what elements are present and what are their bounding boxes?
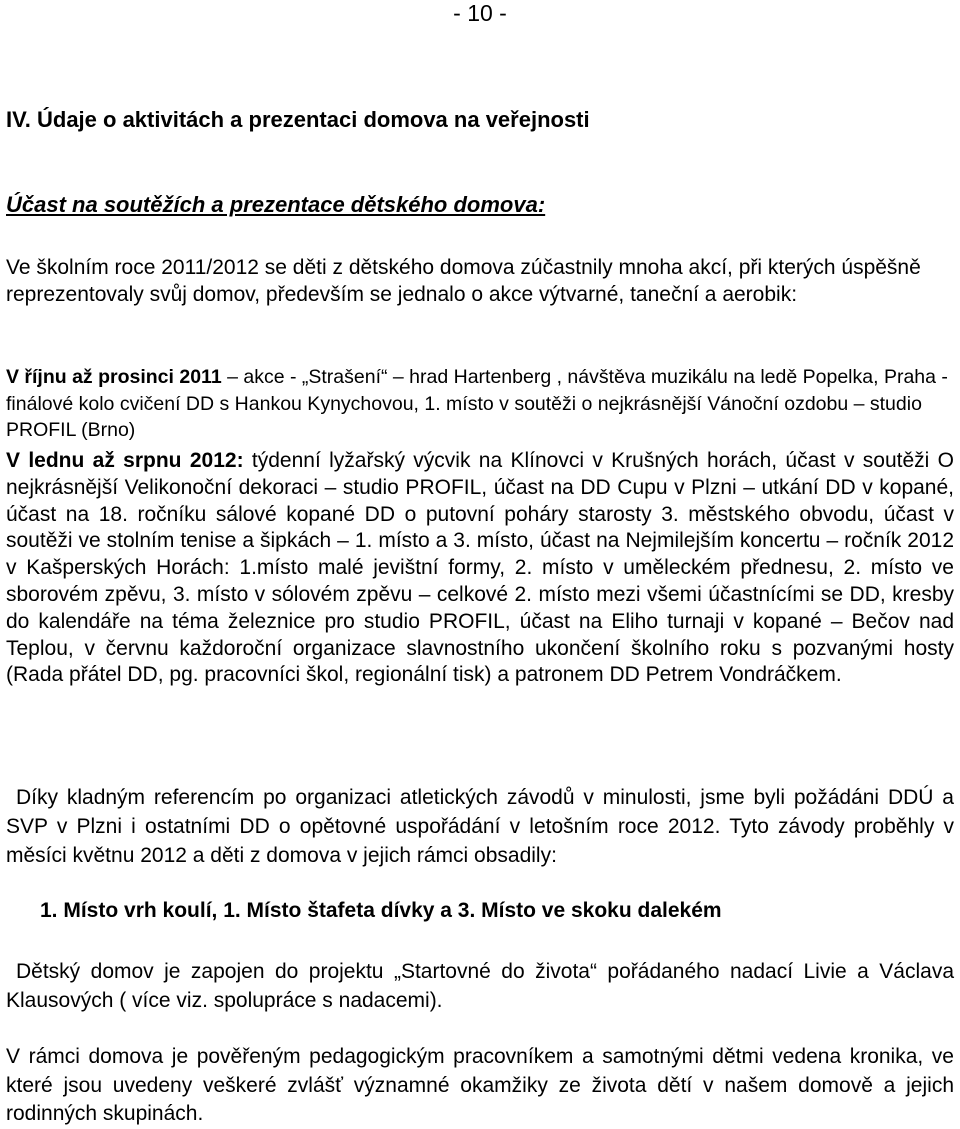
achievement-list: 1. Místo vrh koulí, 1. Místo štafeta dívky a 3. Místo ve skoku dalekém <box>40 899 722 922</box>
intro-paragraph: Ve školním roce 2011/2012 se děti z dětského domova zúčastnily mnoha akcí, při kterých úspěšně reprezentovaly svůj domov, především se jednalo o akce výtvarné, taneční a aerobik: <box>6 256 921 306</box>
period1-text: – akce - „Strašení“ – hrad Hartenberg , návštěva muzikálu na ledě Popelka, Praha - finálové kolo cvičení DD s Hankou Kynychovou, 1. místo v soutěži o nejkrásnější Vánoční ozdobu – studio PROFIL (Brno) <box>6 366 948 441</box>
period1-label: V říjnu až prosinci 2011 <box>6 366 222 388</box>
athletics-paragraph <box>6 784 954 870</box>
period2-paragraph <box>6 448 954 689</box>
period2-label: V lednu až srpnu 2012: <box>6 449 244 472</box>
page-number: - 10 - <box>453 0 507 26</box>
period2-text: týdenní lyžařský výcvik na Klínovci v Krušných horách, účast v soutěži O nejkrásnější Velikonoční dekoraci – studio PROFIL, účast na DD Cupu v Plzni – utkání DD v kopané, účast na 18. ročníku sálové kopané DD o putovní poháry starosty 3. městského obvodu, účast v soutěži ve stolním tenise a šipkách – 1. místo a 3. místo, účast na Nejmilejším koncertu – ročník 2012 v Kašperských Horách: 1.místo malé jevištní formy, 2. místo v uměleckém přednesu, 2. místo ve sborovém zpěvu, 3. místo v sólovém zpěvu – celkové 2. místo mezi všemi účastnícími se DD, kresby do kalendáře na téma železnice pro studio PROFIL, účast na Eliho turnaji v kopané – Bečov nad Teplou, v červnu každoroční organizace slavnostního ukončení školního roku s pozvanými hosty (Rada přátel DD, pg. pracovníci škol, regionální tisk) a patronem DD Petrem Vondráčkem. <box>6 449 954 687</box>
section-heading: IV. Údaje o aktivitách a prezentaci domova na veřejnosti <box>6 107 590 132</box>
subheading: Účast na soutěžích a prezentace dětského domova: <box>6 192 546 217</box>
athletics-text: Díky kladným referencím po organizaci atletických závodů v minulosti, jsme byli požádáni DDÚ a SVP v Plzni i ostatními DD o opětovné uspořádání v letošním roce 2012. Tyto závody proběhly v měsíci květnu 2012 a děti z domova v jejich rámci obsadily: <box>6 786 954 867</box>
chronicle-paragraph: V rámci domova je pověřeným pedagogickým pracovníkem a samotnými dětmi vedena kronika, ve které jsou uvedeny veškeré zvlášť významné okamžiky ze života dětí v našem domově a jejich rodinných skupinách. <box>6 1045 954 1125</box>
project-paragraph <box>6 957 954 1015</box>
period1-paragraph <box>6 364 954 444</box>
project-text: Dětský domov je zapojen do projektu „Startovné do života“ pořádaného nadací Livie a Václava Klausových ( více viz. spolupráce s nadacemi). <box>6 960 954 1012</box>
